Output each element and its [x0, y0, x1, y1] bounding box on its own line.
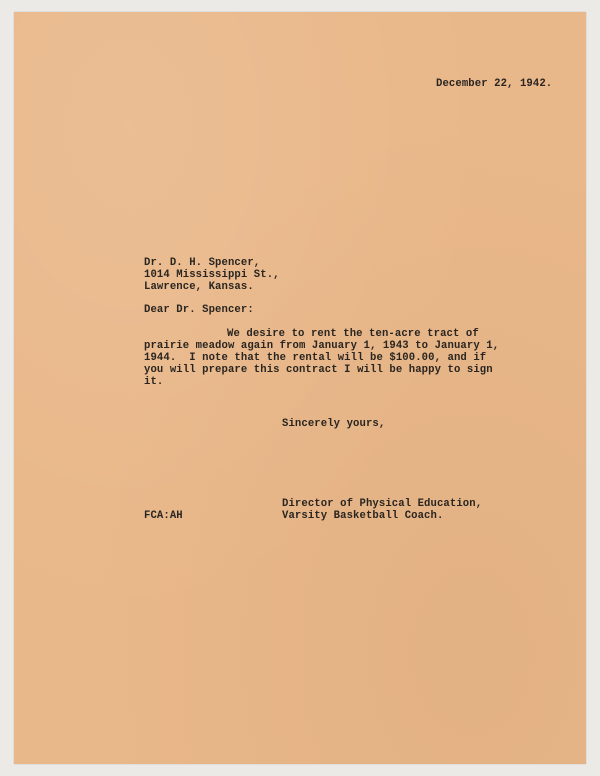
body-line: it.	[144, 376, 164, 388]
addressee-line: Dr. D. H. Spencer,	[144, 257, 261, 269]
signature-title-line: Director of Physical Education,	[282, 498, 483, 510]
letter-date: December 22, 1942.	[436, 78, 553, 90]
body-line: prairie meadow again from January 1, 1943 to January 1,	[144, 340, 500, 352]
body-line: We desire to rent the ten-acre tract of	[227, 328, 479, 340]
signature-title-line: Varsity Basketball Coach.	[282, 510, 444, 522]
letter-page	[14, 12, 586, 764]
body-line: you will prepare this contract I will be happy to sign	[144, 364, 493, 376]
body-line: 1944. I note that the rental will be $100.00, and if	[144, 352, 487, 364]
addressee-line: 1014 Mississippi St.,	[144, 269, 280, 281]
salutation: Dear Dr. Spencer:	[144, 304, 254, 316]
addressee-line: Lawrence, Kansas.	[144, 281, 254, 293]
closing: Sincerely yours,	[282, 418, 386, 430]
reference-initials: FCA:AH	[144, 510, 183, 522]
